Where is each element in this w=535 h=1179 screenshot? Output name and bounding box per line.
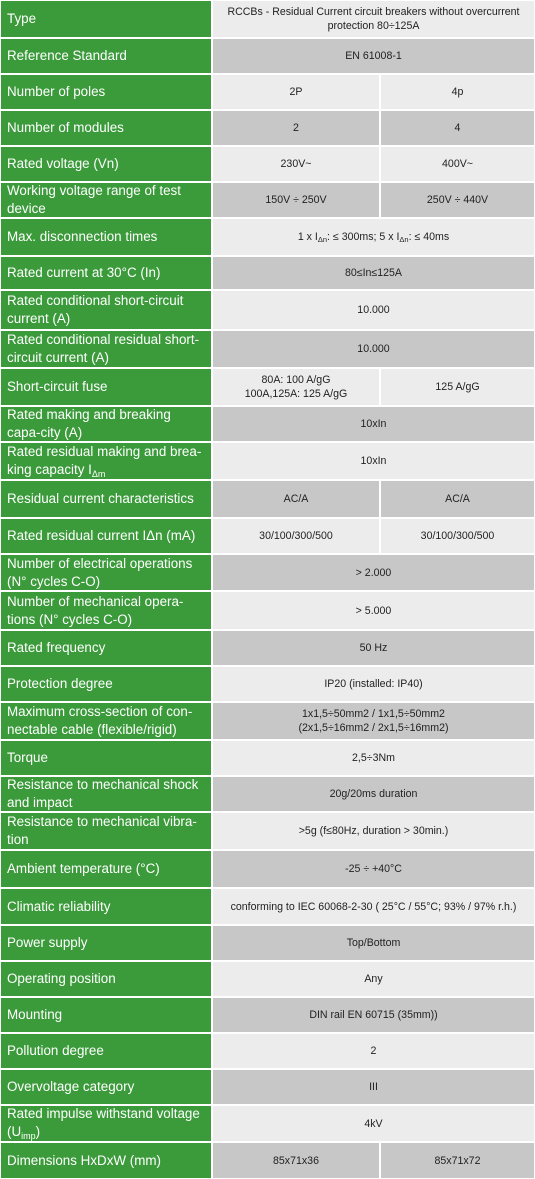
spec-label: Rated making and breaking capa-city (A) bbox=[1, 407, 211, 441]
spec-value-4p: 250V ÷ 440V bbox=[381, 183, 534, 217]
spec-value-2p: 230V~ bbox=[213, 147, 379, 181]
spec-label: Dimensions HxDxW (mm) bbox=[1, 1143, 211, 1178]
spec-value: > 5.000 bbox=[213, 592, 534, 629]
spec-label: Mounting bbox=[1, 998, 211, 1032]
spec-row bbox=[0, 218, 535, 256]
spec-label: Power supply bbox=[1, 926, 211, 960]
spec-row bbox=[0, 182, 535, 218]
spec-row bbox=[0, 38, 535, 74]
spec-value: 2,5÷3Nm bbox=[213, 741, 534, 775]
spec-value: RCCBs - Residual Current circuit breakers without overcurrent protection 80÷125A bbox=[213, 1, 534, 37]
spec-label: Pollution degree bbox=[1, 1034, 211, 1068]
spec-value-4p: 4 bbox=[381, 111, 534, 145]
spec-label: Rated impulse withstand voltage $(U_{imp})$ bbox=[1, 1106, 211, 1141]
spec-value: 10xIn bbox=[213, 407, 534, 441]
spec-label: Short-circuit fuse bbox=[1, 369, 211, 405]
spec-value-4p: 30/100/300/500 bbox=[381, 519, 534, 553]
spec-row bbox=[0, 442, 535, 480]
spec-label: Operating position bbox=[1, 962, 211, 996]
spec-row bbox=[0, 850, 535, 888]
spec-row bbox=[0, 591, 535, 630]
spec-value: 50 Hz bbox=[213, 631, 534, 665]
spec-label: Rated conditional short-circuit current (A) bbox=[1, 291, 211, 329]
spec-value-2p: 30/100/300/500 bbox=[213, 519, 379, 553]
spec-value: DIN rail EN 60715 (35mm)) bbox=[213, 998, 534, 1032]
spec-label: Protection degree bbox=[1, 667, 211, 701]
spec-value-2p: 80A: 100 A/gG 100A,125A: 125 A/gG bbox=[213, 369, 379, 405]
spec-value: 80≤In≤125A bbox=[213, 257, 534, 289]
spec-row bbox=[0, 74, 535, 110]
spec-label: Number of mechanical opera-tions (N° cycles C-O) bbox=[1, 592, 211, 629]
spec-label: Rated current at 30°C (In) bbox=[1, 257, 211, 289]
spec-label: Ambient temperature (°C) bbox=[1, 851, 211, 887]
spec-row bbox=[0, 740, 535, 776]
spec-row bbox=[0, 1069, 535, 1105]
spec-value: EN 61008-1 bbox=[213, 39, 534, 73]
spec-row bbox=[0, 888, 535, 925]
spec-value-4p: 85x71x72 bbox=[381, 1143, 534, 1178]
spec-value-2p: AC/A bbox=[213, 481, 379, 517]
spec-label: Residual current characteristics bbox=[1, 481, 211, 517]
spec-value: 10.000 bbox=[213, 331, 534, 367]
spec-value-4p: AC/A bbox=[381, 481, 534, 517]
spec-row bbox=[0, 666, 535, 702]
spec-value-2p: 2P bbox=[213, 75, 379, 109]
spec-label: Overvoltage category bbox=[1, 1070, 211, 1104]
spec-value: -25 ÷ +40°C bbox=[213, 851, 534, 887]
spec-label: Rated voltage (Vn) bbox=[1, 147, 211, 181]
spec-value: IP20 (installed: IP40) bbox=[213, 667, 534, 701]
spec-row bbox=[0, 110, 535, 146]
spec-row bbox=[0, 776, 535, 812]
spec-row bbox=[0, 518, 535, 554]
spec-row bbox=[0, 997, 535, 1033]
spec-row bbox=[0, 961, 535, 997]
spec-value-2p: 150V ÷ 250V bbox=[213, 183, 379, 217]
spec-value: 2 bbox=[213, 1034, 534, 1068]
spec-label: Rated residual making and brea-king capacity $I_{\Delta m}$ bbox=[1, 443, 211, 479]
spec-label: Number of electrical operations (N° cycles C-O) bbox=[1, 555, 211, 590]
spec-label: Rated residual current IΔn (mA) bbox=[1, 519, 211, 553]
spec-row bbox=[0, 368, 535, 406]
spec-value-4p: 400V~ bbox=[381, 147, 534, 181]
spec-value: 10xIn bbox=[213, 443, 534, 479]
spec-label: Reference Standard bbox=[1, 39, 211, 73]
spec-row bbox=[0, 0, 535, 38]
spec-row bbox=[0, 1105, 535, 1142]
spec-value: 4kV bbox=[213, 1106, 534, 1141]
spec-value: Top/Bottom bbox=[213, 926, 534, 960]
spec-label: Working voltage range of test device bbox=[1, 183, 211, 217]
spec-label: Type bbox=[1, 1, 211, 37]
spec-row bbox=[0, 406, 535, 442]
spec-label: Max. disconnection times bbox=[1, 219, 211, 255]
spec-value: > 2.000 bbox=[213, 555, 534, 590]
spec-value: conforming to IEC 60068-2-30 ( 25°C / 55°C; 93% / 97% r.h.) bbox=[213, 889, 534, 924]
spec-row bbox=[0, 925, 535, 961]
spec-value-2p: 85x71x36 bbox=[213, 1143, 379, 1178]
spec-label: Maximum cross-section of con-nectable cable (flexible/rigid) bbox=[1, 703, 211, 739]
spec-row bbox=[0, 1142, 535, 1179]
spec-value-4p: 125 A/gG bbox=[381, 369, 534, 405]
spec-row bbox=[0, 330, 535, 368]
spec-row bbox=[0, 256, 535, 290]
spec-label: Torque bbox=[1, 741, 211, 775]
spec-value-2p: 2 bbox=[213, 111, 379, 145]
spec-label: Resistance to mechanical vibra-tion bbox=[1, 813, 211, 849]
spec-row bbox=[0, 630, 535, 666]
spec-label: Rated conditional residual short-circuit current (A) bbox=[1, 331, 211, 367]
spec-row bbox=[0, 1033, 535, 1069]
spec-value: Any bbox=[213, 962, 534, 996]
spec-row bbox=[0, 480, 535, 518]
spec-row bbox=[0, 702, 535, 740]
spec-value-4p: 4p bbox=[381, 75, 534, 109]
spec-value: 1x1,5÷50mm2 / 1x1,5÷50mm2 (2x1,5÷16mm2 / 2x1,5÷16mm2) bbox=[213, 703, 534, 739]
spec-row bbox=[0, 554, 535, 591]
spec-label: Climatic reliability bbox=[1, 889, 211, 924]
spec-value: III bbox=[213, 1070, 534, 1104]
spec-value: 10.000 bbox=[213, 291, 534, 329]
spec-row bbox=[0, 146, 535, 182]
spec-value: 20g/20ms duration bbox=[213, 777, 534, 811]
spec-row bbox=[0, 290, 535, 330]
spec-value: 1 x IΔn: ≤ 300ms; 5 x IΔn: ≤ 40ms bbox=[213, 219, 534, 255]
spec-label: Number of poles bbox=[1, 75, 211, 109]
spec-value: >5g (f≤80Hz, duration > 30min.) bbox=[213, 813, 534, 849]
spec-label: Rated frequency bbox=[1, 631, 211, 665]
spec-row bbox=[0, 812, 535, 850]
spec-label: Number of modules bbox=[1, 111, 211, 145]
spec-label: Resistance to mechanical shock and impact bbox=[1, 777, 211, 811]
